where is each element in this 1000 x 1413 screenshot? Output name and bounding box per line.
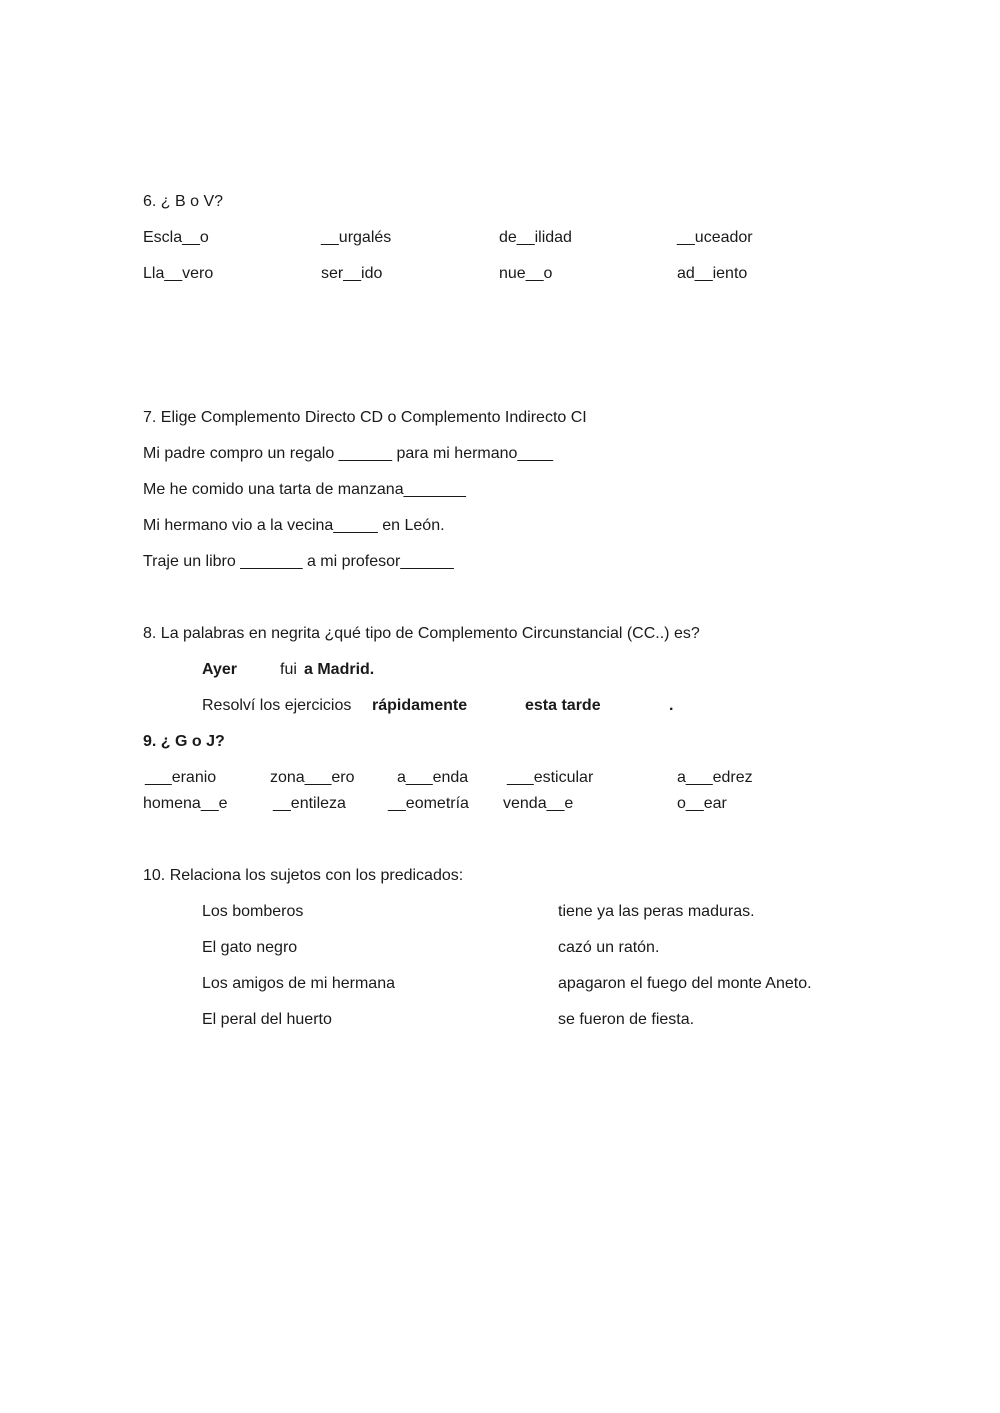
q10-predicate: cazó un ratón.: [558, 939, 660, 956]
q10-predicate: se fueron de fiesta.: [558, 1011, 695, 1028]
q8-period: .: [669, 697, 674, 714]
q8-word: Resolví los ejercicios: [202, 697, 352, 714]
q10-subject: Los amigos de mi hermana: [202, 975, 395, 992]
q9-word: zona___ero: [270, 769, 355, 786]
q9-title: 9. ¿ G o J?: [143, 733, 225, 750]
q9-word: ___eranio: [145, 769, 217, 786]
q7-sentence: Traje un libro _______ a mi profesor______: [143, 553, 454, 570]
q6-word: Lla__vero: [143, 265, 214, 282]
q10-predicate: tiene ya las peras maduras.: [558, 903, 755, 920]
q8-bold-word: Ayer: [202, 661, 237, 678]
q8-bold-word: rápidamente: [372, 697, 468, 714]
q6-word: ser__ido: [321, 265, 383, 282]
q6-title: 6. ¿ B o V?: [143, 193, 224, 210]
q7-title: 7. Elige Complemento Directo CD o Complemento Indirecto CI: [143, 409, 587, 426]
q9-word: ___esticular: [507, 769, 594, 786]
q6-word: __urgalés: [321, 229, 392, 246]
q8-bold-word: esta tarde: [525, 697, 601, 714]
q9-word: a___edrez: [677, 769, 753, 786]
q6-word: ad__iento: [677, 265, 748, 282]
q6-word: de__ilidad: [499, 229, 572, 246]
q7-sentence: Mi hermano vio a la vecina_____ en León.: [143, 517, 445, 534]
q9-word: __eometría: [388, 795, 469, 812]
q8-bold-word: a Madrid.: [304, 661, 375, 678]
q10-title: 10. Relaciona los sujetos con los predicados:: [143, 867, 464, 884]
q9-word: venda__e: [503, 795, 574, 812]
q10-subject: El peral del huerto: [202, 1011, 332, 1028]
q9-word: homena__e: [143, 795, 228, 812]
q7-sentence: Mi padre compro un regalo ______ para mi hermano____: [143, 445, 554, 462]
q10-predicate: apagaron el fuego del monte Aneto.: [558, 975, 812, 992]
q10-subject: El gato negro: [202, 939, 298, 956]
q6-word: nue__o: [499, 265, 553, 282]
q9-word: o__ear: [677, 795, 727, 812]
q6-word: __uceador: [677, 229, 753, 246]
q10-subject: Los bomberos: [202, 903, 304, 920]
q9-word: a___enda: [397, 769, 469, 786]
q8-title: 8. La palabras en negrita ¿qué tipo de Complemento Circunstancial (CC..) es?: [143, 625, 700, 642]
q7-sentence: Me he comido una tarta de manzana_______: [143, 481, 466, 498]
q6-word: Escla__o: [143, 229, 209, 246]
q9-word: __entileza: [273, 795, 346, 812]
q8-word: fui: [280, 661, 297, 678]
